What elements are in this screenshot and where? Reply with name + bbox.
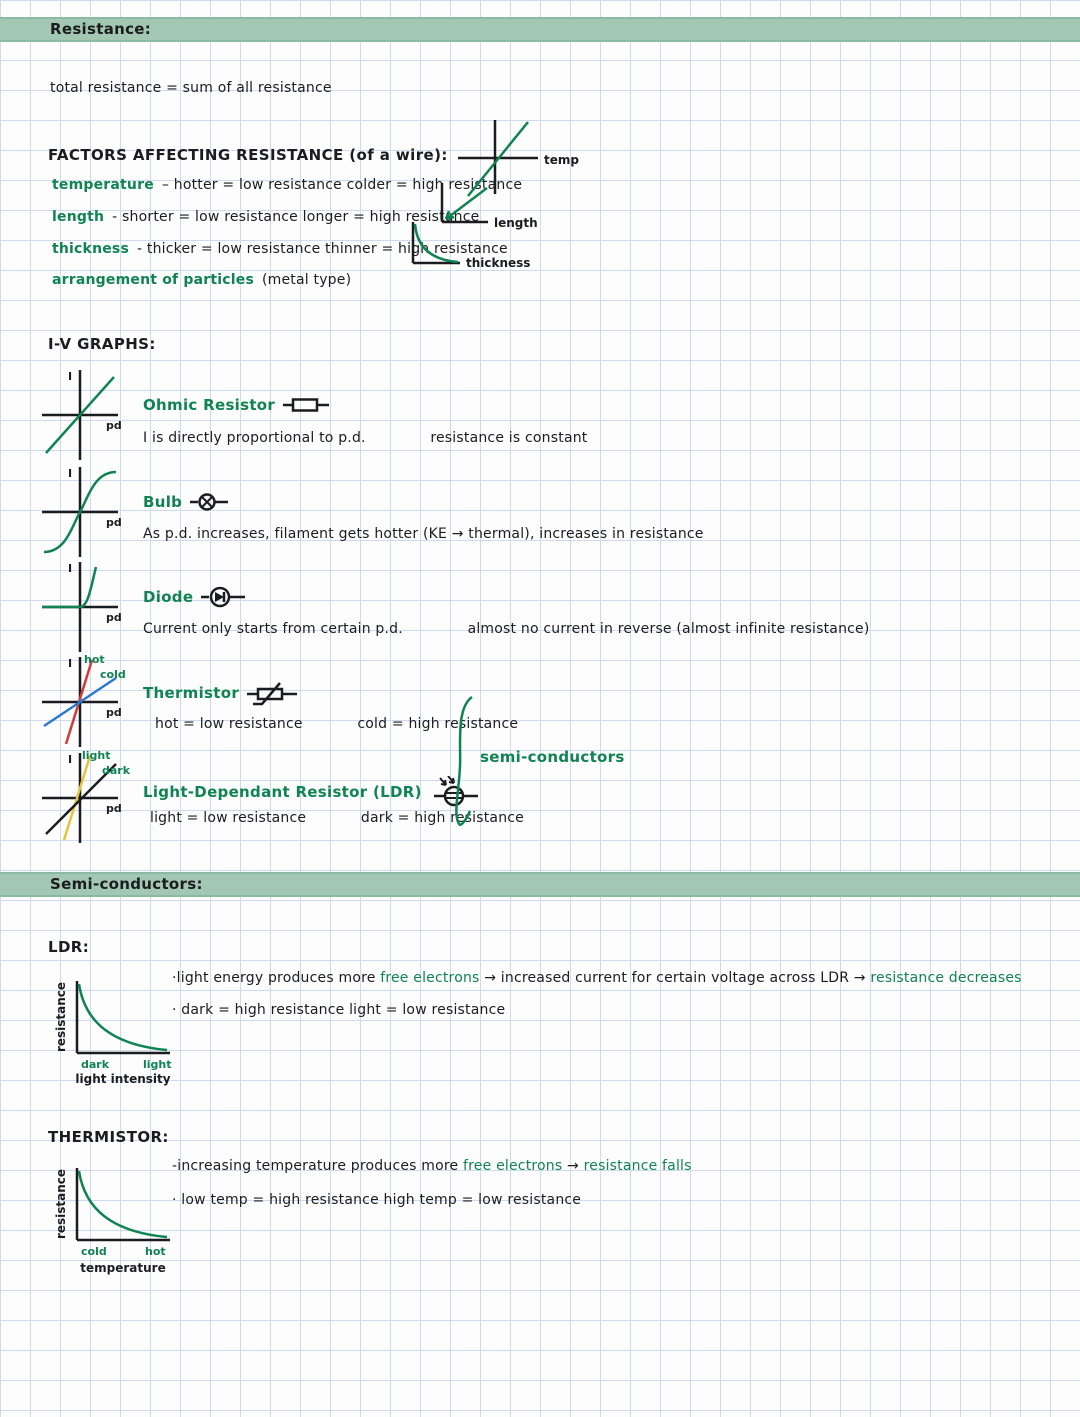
factor-term-temperature: temperature [52,177,154,193]
thermistor-bullet1-free-electrons: free electrons [463,1158,563,1174]
bulb-symbol-icon [190,492,228,512]
ldr-graph-ylabel: resistance [54,981,68,1053]
thermistor-x-axis-label: pd [106,706,122,719]
factors-heading: FACTORS AFFECTING RESISTANCE (of a wire): [48,146,448,164]
diode-x-axis-label: pd [106,611,122,624]
factor-term-arrangement: arrangement of particles [52,272,254,288]
ldr-dark-line-label: dark [102,764,131,777]
resistor-symbol-icon [283,396,329,414]
thermistor-hot-line-label: hot [84,653,105,666]
factor-rest-thickness: - thicker = low resistance thinner = high resistance [137,241,508,257]
thermistor-section-heading: THERMISTOR: [48,1128,169,1146]
ldr-bullet1-part1: ·light energy produces more [172,970,381,986]
thermistor-bullet1-resistance-falls: resistance falls [583,1158,692,1174]
section-title-semiconductors: Semi-conductors: [50,875,203,893]
diode-desc [143,621,870,637]
ldr-iv-graph [32,748,152,848]
total-resistance-note: total resistance = sum of all resistance [50,80,332,96]
ldr-section-heading: LDR: [48,938,90,956]
thermistor-y-axis-label: I [68,657,73,670]
diode-iv-graph [32,557,142,657]
section-title-resistance: Resistance: [50,20,152,38]
thermistor-name: Thermistor [143,684,240,702]
thermistor-graph-ylabel: resistance [54,1168,68,1240]
bulb-name: Bulb [143,493,183,511]
section-bar-resistance [0,17,1080,42]
ldr-x-axis-label: pd [106,802,122,815]
thermistor-cold-line-label: cold [100,668,126,681]
ohmic-y-axis-label: I [68,370,73,383]
bulb-x-axis-label: pd [106,516,122,529]
thermistor-desc2: cold = high resistance [357,716,519,732]
ldr-bullet-2: · dark = high resistance light = low resistance [172,1002,506,1018]
thermistor-desc1: hot = low resistance [155,716,303,732]
diode-desc1: Current only starts from certain p.d. [143,621,403,637]
thermistor-label-row [143,680,297,706]
thermistor-bullet-2: · low temp = high resistance high temp = low resistance [172,1192,582,1208]
ldr-graph-xlabel: light intensity [75,1072,171,1086]
thickness-axis-label: thickness [466,256,531,270]
factor-rest-arrangement: (metal type) [261,272,352,288]
ldr-label-row [143,776,478,808]
ldr-bullet-1 [172,970,1052,986]
thermistor-graph-cold-label: cold [81,1245,107,1258]
ohmic-desc2: resistance is constant [430,430,588,446]
bulb-iv-graph [32,462,142,562]
ldr-bullet1-resistance-decreases: resistance decreases [870,970,1022,986]
thermistor-bullet1-part3: → [562,1158,584,1174]
thermistor-symbol-icon [247,680,297,706]
ldr-bullet1-part3: → increased current for certain voltage across LDR → [479,970,871,986]
diode-label-row [143,586,245,608]
factor-term-thickness: thickness [52,241,129,257]
thermistor-resistance-graph [45,1162,190,1277]
ohmic-desc1: I is directly proportional to p.d. [143,430,366,446]
ldr-y-axis-label: I [68,753,73,766]
section-bar-semiconductors [0,872,1080,897]
bulb-desc1: As p.d. increases, filament gets hotter (KE → thermal), increases in resistance [143,526,704,542]
iv-graphs-heading: I-V GRAPHS: [48,335,156,353]
ldr-name: Light-Dependant Resistor (LDR) [143,783,422,801]
ohmic-label-row [143,396,329,414]
ldr-desc2: dark = high resistance [360,810,524,826]
ohmic-name: Ohmic Resistor [143,396,276,414]
factor-rest-temperature: – hotter = low resistance colder = high resistance [161,177,523,193]
diode-desc2: almost no current in reverse (almost infinite resistance) [467,621,870,637]
factor-rest-length: - shorter = low resistance longer = high resistance [112,209,480,225]
ldr-graph-dark-label: dark [81,1058,110,1071]
semiconductors-brace-label: semi-conductors [480,748,625,766]
thermistor-graph-hot-label: hot [145,1245,166,1258]
ohmic-desc [143,430,587,446]
temp-axis-label: temp [544,153,579,167]
bulb-desc [143,526,704,542]
diode-y-axis-label: I [68,562,73,575]
diode-name: Diode [143,588,194,606]
ldr-light-line-label: light [82,749,111,762]
ohmic-x-axis-label: pd [106,419,122,432]
ldr-graph-light-label: light [143,1058,172,1071]
bulb-label-row [143,492,228,512]
ldr-resistance-graph [45,975,190,1087]
thickness-mini-graph [398,220,548,272]
thermistor-bullet1-part1: -increasing temperature produces more [172,1158,464,1174]
thermistor-graph-xlabel: temperature [80,1261,166,1275]
diode-symbol-icon [201,586,245,608]
factor-term-length: length [52,209,105,225]
bulb-y-axis-label: I [68,467,73,480]
ldr-desc1: light = low resistance [150,810,307,826]
length-axis-label: length [494,216,538,230]
ohmic-iv-graph [32,365,142,465]
thermistor-iv-graph [32,652,152,752]
thermistor-bullet-1 [172,1158,1052,1174]
ldr-bullet1-free-electrons: free electrons [380,970,480,986]
factor-arrangement [52,272,351,288]
